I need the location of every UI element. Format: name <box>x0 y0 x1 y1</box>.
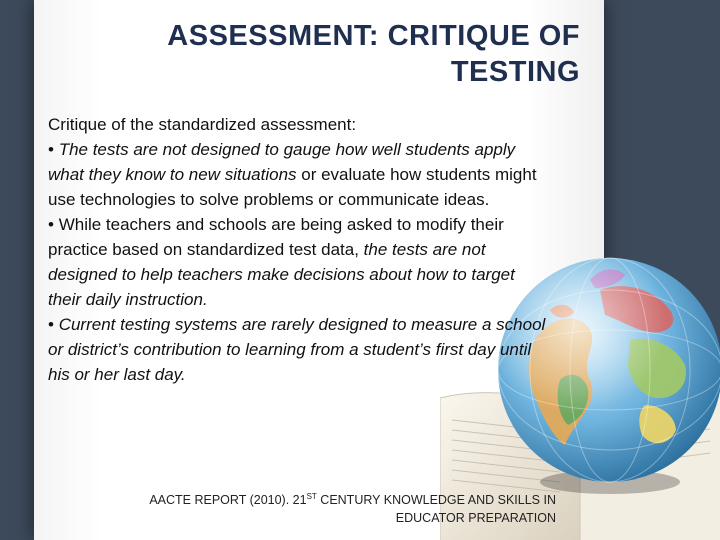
slide-title: ASSESSMENT: CRITIQUE OF TESTING <box>167 20 580 88</box>
citation-prefix: AACTE REPORT (2010). 21 <box>149 493 307 508</box>
bullet-3 <box>48 312 548 387</box>
bullet-2-plain: While teachers and schools are being asked to modify their practice based on standardized test data, <box>48 215 504 259</box>
bullet-1-marker: • <box>48 140 54 159</box>
intro-line: Critique of the standardized assessment: <box>48 115 357 134</box>
citation <box>96 488 556 527</box>
citation-superscript: ST <box>306 492 317 501</box>
bullet-2-italic: the tests are not designed to help teachers make decisions about how to target their daily instruction. <box>48 240 515 309</box>
bullet-1-plain: or evaluate how students might use technologies to solve problems or communicate ideas. <box>48 165 537 209</box>
bullet-2-marker: • <box>48 215 54 234</box>
bullet-1-italic: The tests are not designed to gauge how well students apply what they know to new situations <box>48 140 516 184</box>
bullet-3-marker: • <box>48 315 54 334</box>
bullet-3-italic: Current testing systems are rarely designed to measure a school or district’s contribution to learning from a student’s first day until his or her last day. <box>48 315 546 384</box>
bullet-1 <box>48 137 548 212</box>
citation-rest: CENTURY KNOWLEDGE AND SKILLS IN EDUCATOR PREPARATION <box>316 493 556 526</box>
bullet-2 <box>48 212 548 312</box>
body-text <box>48 112 548 387</box>
